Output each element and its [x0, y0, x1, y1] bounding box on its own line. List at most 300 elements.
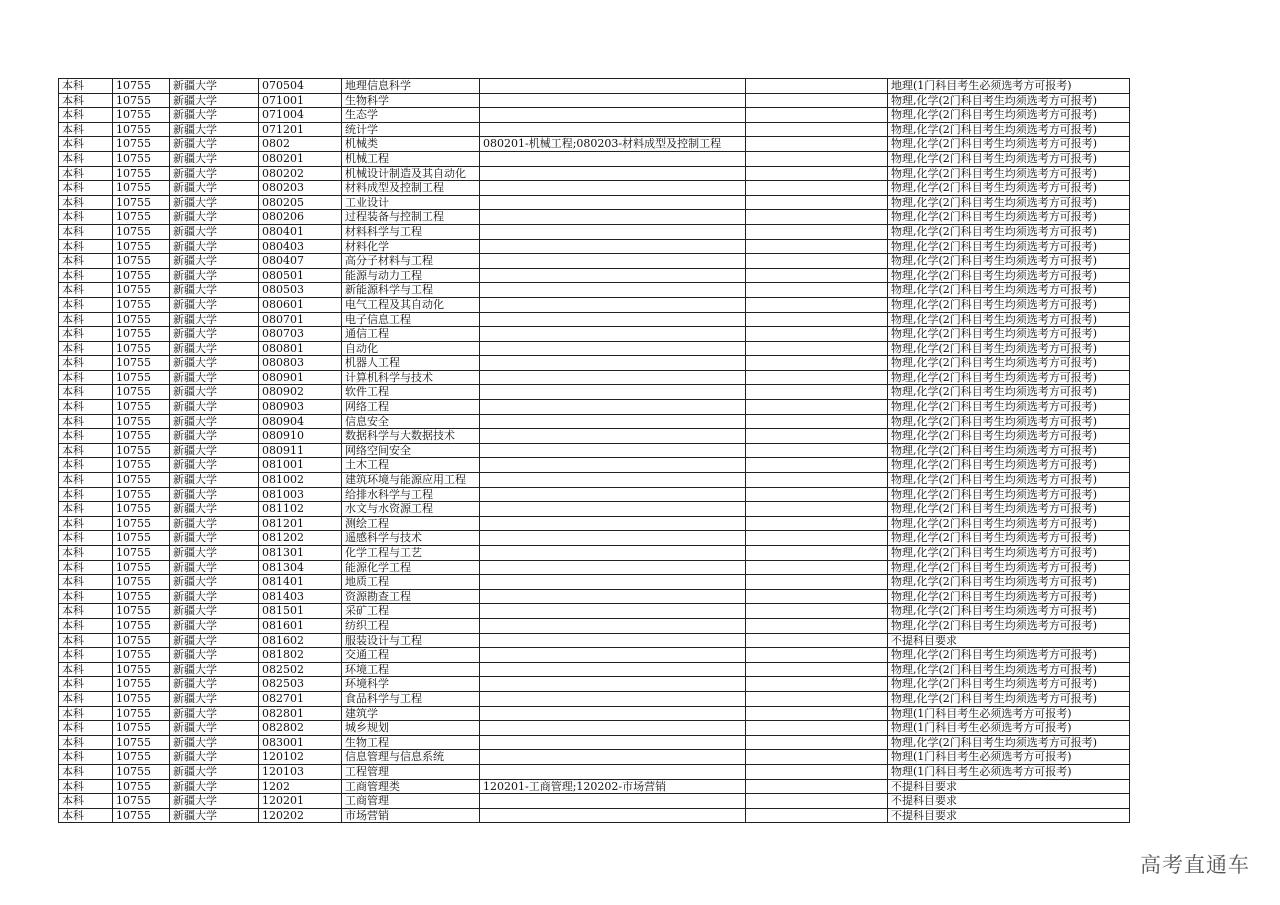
table-row	[59, 473, 1130, 488]
cell-major-code: 081102	[259, 502, 342, 517]
cell-included-majors	[480, 735, 746, 750]
cell-level: 本科	[59, 618, 113, 633]
cell-school-code: 10755	[113, 327, 170, 342]
cell-included-majors	[480, 633, 746, 648]
cell-major-code: 120102	[259, 750, 342, 765]
table-row	[59, 604, 1130, 619]
table-row	[59, 618, 1130, 633]
cell-school-code: 10755	[113, 356, 170, 371]
cell-school-code: 10755	[113, 297, 170, 312]
watermark-text: 高考直通车	[1140, 853, 1250, 877]
cell-major-name: 食品科学与工程	[342, 691, 480, 706]
cell-school-code: 10755	[113, 79, 170, 94]
cell-level: 本科	[59, 706, 113, 721]
cell-subject-requirement: 不提科目要求	[888, 808, 1130, 823]
cell-school-code: 10755	[113, 166, 170, 181]
cell-major-code: 1202	[259, 779, 342, 794]
cell-major-code: 070504	[259, 79, 342, 94]
cell-notes	[746, 691, 888, 706]
cell-major-code: 081002	[259, 473, 342, 488]
cell-subject-requirement: 物理,化学(2门科目考生均须选考方可报考)	[888, 327, 1130, 342]
cell-major-name: 能源与动力工程	[342, 268, 480, 283]
cell-included-majors	[480, 618, 746, 633]
cell-level: 本科	[59, 589, 113, 604]
cell-major-name: 材料成型及控制工程	[342, 181, 480, 196]
cell-school-code: 10755	[113, 385, 170, 400]
cell-major-code: 081401	[259, 575, 342, 590]
table-row	[59, 633, 1130, 648]
cell-major-name: 信息安全	[342, 414, 480, 429]
cell-included-majors	[480, 589, 746, 604]
cell-school-name: 新疆大学	[170, 224, 259, 239]
table-row	[59, 400, 1130, 415]
cell-major-code: 080501	[259, 268, 342, 283]
cell-included-majors	[480, 151, 746, 166]
cell-notes	[746, 341, 888, 356]
cell-major-name: 自动化	[342, 341, 480, 356]
table-row	[59, 516, 1130, 531]
cell-major-code: 120201	[259, 794, 342, 809]
cell-school-name: 新疆大学	[170, 327, 259, 342]
cell-subject-requirement: 物理,化学(2门科目考生均须选考方可报考)	[888, 268, 1130, 283]
cell-notes	[746, 443, 888, 458]
cell-major-name: 市场营销	[342, 808, 480, 823]
cell-school-name: 新疆大学	[170, 721, 259, 736]
cell-level: 本科	[59, 210, 113, 225]
cell-school-code: 10755	[113, 210, 170, 225]
cell-school-name: 新疆大学	[170, 429, 259, 444]
cell-subject-requirement: 物理,化学(2门科目考生均须选考方可报考)	[888, 108, 1130, 123]
cell-subject-requirement: 物理,化学(2门科目考生均须选考方可报考)	[888, 516, 1130, 531]
cell-notes	[746, 327, 888, 342]
cell-notes	[746, 400, 888, 415]
cell-subject-requirement: 物理(1门科目考生必须选考方可报考)	[888, 706, 1130, 721]
cell-notes	[746, 502, 888, 517]
table-row	[59, 385, 1130, 400]
cell-notes	[746, 706, 888, 721]
cell-notes	[746, 137, 888, 152]
table-row	[59, 648, 1130, 663]
cell-notes	[746, 764, 888, 779]
cell-school-code: 10755	[113, 195, 170, 210]
cell-notes	[746, 794, 888, 809]
cell-school-code: 10755	[113, 662, 170, 677]
cell-notes	[746, 560, 888, 575]
table-row	[59, 108, 1130, 123]
cell-school-name: 新疆大学	[170, 181, 259, 196]
table-row	[59, 560, 1130, 575]
cell-school-code: 10755	[113, 648, 170, 663]
cell-level: 本科	[59, 546, 113, 561]
cell-notes	[746, 429, 888, 444]
table-row	[59, 458, 1130, 473]
cell-school-code: 10755	[113, 429, 170, 444]
cell-notes	[746, 297, 888, 312]
cell-notes	[746, 750, 888, 765]
cell-notes	[746, 487, 888, 502]
table-row	[59, 429, 1130, 444]
cell-school-name: 新疆大学	[170, 195, 259, 210]
cell-level: 本科	[59, 575, 113, 590]
cell-subject-requirement: 物理,化学(2门科目考生均须选考方可报考)	[888, 662, 1130, 677]
cell-school-name: 新疆大学	[170, 385, 259, 400]
cell-major-name: 过程装备与控制工程	[342, 210, 480, 225]
cell-notes	[746, 516, 888, 531]
cell-major-code: 081304	[259, 560, 342, 575]
cell-subject-requirement: 物理,化学(2门科目考生均须选考方可报考)	[888, 443, 1130, 458]
cell-level: 本科	[59, 137, 113, 152]
cell-subject-requirement: 不提科目要求	[888, 633, 1130, 648]
cell-major-code: 081003	[259, 487, 342, 502]
table-row	[59, 312, 1130, 327]
cell-included-majors	[480, 677, 746, 692]
cell-included-majors	[480, 794, 746, 809]
cell-notes	[746, 93, 888, 108]
cell-school-name: 新疆大学	[170, 79, 259, 94]
cell-notes	[746, 604, 888, 619]
cell-major-name: 通信工程	[342, 327, 480, 342]
cell-major-code: 080904	[259, 414, 342, 429]
cell-subject-requirement: 物理,化学(2门科目考生均须选考方可报考)	[888, 239, 1130, 254]
cell-major-name: 纺织工程	[342, 618, 480, 633]
cell-level: 本科	[59, 181, 113, 196]
cell-major-code: 081301	[259, 546, 342, 561]
cell-level: 本科	[59, 473, 113, 488]
table-row	[59, 239, 1130, 254]
cell-notes	[746, 458, 888, 473]
cell-included-majors	[480, 268, 746, 283]
cell-major-code: 081403	[259, 589, 342, 604]
cell-subject-requirement: 物理,化学(2门科目考生均须选考方可报考)	[888, 589, 1130, 604]
cell-major-name: 地理信息科学	[342, 79, 480, 94]
cell-subject-requirement: 物理,化学(2门科目考生均须选考方可报考)	[888, 224, 1130, 239]
cell-major-code: 081202	[259, 531, 342, 546]
cell-subject-requirement: 物理,化学(2门科目考生均须选考方可报考)	[888, 560, 1130, 575]
cell-school-name: 新疆大学	[170, 370, 259, 385]
cell-level: 本科	[59, 808, 113, 823]
cell-included-majors	[480, 327, 746, 342]
cell-notes	[746, 735, 888, 750]
cell-school-code: 10755	[113, 458, 170, 473]
cell-included-majors	[480, 764, 746, 779]
cell-level: 本科	[59, 79, 113, 94]
cell-school-name: 新疆大学	[170, 400, 259, 415]
table-row	[59, 443, 1130, 458]
cell-included-majors	[480, 458, 746, 473]
cell-major-code: 080202	[259, 166, 342, 181]
cell-major-code: 080911	[259, 443, 342, 458]
cell-level: 本科	[59, 297, 113, 312]
cell-level: 本科	[59, 414, 113, 429]
cell-school-code: 10755	[113, 764, 170, 779]
cell-included-majors	[480, 691, 746, 706]
cell-major-name: 水文与水资源工程	[342, 502, 480, 517]
cell-school-name: 新疆大学	[170, 706, 259, 721]
cell-subject-requirement: 物理,化学(2门科目考生均须选考方可报考)	[888, 604, 1130, 619]
cell-school-name: 新疆大学	[170, 268, 259, 283]
cell-school-name: 新疆大学	[170, 516, 259, 531]
cell-school-name: 新疆大学	[170, 735, 259, 750]
cell-school-name: 新疆大学	[170, 779, 259, 794]
cell-included-majors	[480, 473, 746, 488]
cell-subject-requirement: 物理,化学(2门科目考生均须选考方可报考)	[888, 283, 1130, 298]
cell-subject-requirement: 物理,化学(2门科目考生均须选考方可报考)	[888, 618, 1130, 633]
table-row	[59, 662, 1130, 677]
cell-major-code: 080503	[259, 283, 342, 298]
cell-level: 本科	[59, 443, 113, 458]
cell-included-majors	[480, 560, 746, 575]
cell-level: 本科	[59, 327, 113, 342]
cell-subject-requirement: 物理(1门科目考生必须选考方可报考)	[888, 721, 1130, 736]
cell-level: 本科	[59, 312, 113, 327]
cell-level: 本科	[59, 268, 113, 283]
cell-school-code: 10755	[113, 706, 170, 721]
cell-school-name: 新疆大学	[170, 794, 259, 809]
cell-level: 本科	[59, 633, 113, 648]
cell-subject-requirement: 物理,化学(2门科目考生均须选考方可报考)	[888, 546, 1130, 561]
table-row	[59, 706, 1130, 721]
cell-major-code: 080201	[259, 151, 342, 166]
cell-subject-requirement: 不提科目要求	[888, 779, 1130, 794]
cell-level: 本科	[59, 648, 113, 663]
cell-subject-requirement: 物理,化学(2门科目考生均须选考方可报考)	[888, 254, 1130, 269]
cell-level: 本科	[59, 151, 113, 166]
cell-notes	[746, 356, 888, 371]
cell-major-name: 数据科学与大数据技术	[342, 429, 480, 444]
cell-major-code: 080703	[259, 327, 342, 342]
cell-school-name: 新疆大学	[170, 356, 259, 371]
cell-major-code: 082503	[259, 677, 342, 692]
cell-included-majors	[480, 297, 746, 312]
cell-level: 本科	[59, 750, 113, 765]
cell-school-code: 10755	[113, 794, 170, 809]
cell-school-name: 新疆大学	[170, 487, 259, 502]
cell-notes	[746, 779, 888, 794]
cell-included-majors	[480, 429, 746, 444]
table-body	[59, 79, 1130, 823]
cell-school-name: 新疆大学	[170, 575, 259, 590]
cell-major-code: 081802	[259, 648, 342, 663]
cell-school-code: 10755	[113, 750, 170, 765]
cell-major-name: 土木工程	[342, 458, 480, 473]
cell-level: 本科	[59, 166, 113, 181]
cell-school-name: 新疆大学	[170, 502, 259, 517]
cell-major-code: 082502	[259, 662, 342, 677]
cell-school-code: 10755	[113, 546, 170, 561]
cell-major-name: 机械设计制造及其自动化	[342, 166, 480, 181]
cell-subject-requirement: 物理,化学(2门科目考生均须选考方可报考)	[888, 458, 1130, 473]
table-row	[59, 79, 1130, 94]
table-row	[59, 122, 1130, 137]
cell-notes	[746, 195, 888, 210]
cell-major-name: 材料化学	[342, 239, 480, 254]
cell-included-majors	[480, 181, 746, 196]
cell-major-name: 计算机科学与技术	[342, 370, 480, 385]
cell-subject-requirement: 物理,化学(2门科目考生均须选考方可报考)	[888, 487, 1130, 502]
cell-school-name: 新疆大学	[170, 414, 259, 429]
cell-notes	[746, 254, 888, 269]
cell-notes	[746, 283, 888, 298]
table-row	[59, 224, 1130, 239]
cell-major-code: 081602	[259, 633, 342, 648]
cell-major-name: 化学工程与工艺	[342, 546, 480, 561]
cell-subject-requirement: 物理,化学(2门科目考生均须选考方可报考)	[888, 735, 1130, 750]
cell-level: 本科	[59, 531, 113, 546]
cell-included-majors	[480, 385, 746, 400]
cell-school-code: 10755	[113, 721, 170, 736]
cell-school-name: 新疆大学	[170, 808, 259, 823]
cell-major-name: 网络空间安全	[342, 443, 480, 458]
cell-school-name: 新疆大学	[170, 618, 259, 633]
cell-notes	[746, 224, 888, 239]
cell-included-majors	[480, 239, 746, 254]
cell-major-name: 机器人工程	[342, 356, 480, 371]
table-row	[59, 414, 1130, 429]
cell-subject-requirement: 物理,化学(2门科目考生均须选考方可报考)	[888, 429, 1130, 444]
cell-notes	[746, 662, 888, 677]
table-row	[59, 677, 1130, 692]
cell-major-name: 生态学	[342, 108, 480, 123]
cell-major-name: 生物科学	[342, 93, 480, 108]
cell-level: 本科	[59, 735, 113, 750]
cell-major-code: 080205	[259, 195, 342, 210]
cell-subject-requirement: 物理(1门科目考生必须选考方可报考)	[888, 764, 1130, 779]
cell-school-name: 新疆大学	[170, 662, 259, 677]
table-row	[59, 589, 1130, 604]
cell-notes	[746, 618, 888, 633]
cell-included-majors	[480, 531, 746, 546]
table-row	[59, 779, 1130, 794]
cell-included-majors	[480, 400, 746, 415]
cell-school-code: 10755	[113, 691, 170, 706]
cell-school-name: 新疆大学	[170, 633, 259, 648]
cell-notes	[746, 370, 888, 385]
cell-major-code: 071201	[259, 122, 342, 137]
cell-major-name: 工商管理	[342, 794, 480, 809]
cell-notes	[746, 721, 888, 736]
cell-included-majors	[480, 312, 746, 327]
cell-level: 本科	[59, 195, 113, 210]
cell-included-majors	[480, 356, 746, 371]
cell-major-name: 软件工程	[342, 385, 480, 400]
cell-school-name: 新疆大学	[170, 254, 259, 269]
cell-subject-requirement: 物理,化学(2门科目考生均须选考方可报考)	[888, 137, 1130, 152]
cell-included-majors	[480, 604, 746, 619]
cell-level: 本科	[59, 458, 113, 473]
table-row	[59, 166, 1130, 181]
cell-major-name: 网络工程	[342, 400, 480, 415]
cell-school-code: 10755	[113, 560, 170, 575]
cell-notes	[746, 546, 888, 561]
cell-subject-requirement: 物理,化学(2门科目考生均须选考方可报考)	[888, 473, 1130, 488]
cell-major-code: 081201	[259, 516, 342, 531]
cell-level: 本科	[59, 516, 113, 531]
cell-included-majors	[480, 750, 746, 765]
cell-major-name: 工商管理类	[342, 779, 480, 794]
cell-school-name: 新疆大学	[170, 312, 259, 327]
cell-major-code: 080401	[259, 224, 342, 239]
cell-included-majors	[480, 662, 746, 677]
cell-level: 本科	[59, 254, 113, 269]
table-row	[59, 735, 1130, 750]
cell-included-majors	[480, 370, 746, 385]
cell-major-code: 080403	[259, 239, 342, 254]
cell-subject-requirement: 物理,化学(2门科目考生均须选考方可报考)	[888, 648, 1130, 663]
cell-level: 本科	[59, 794, 113, 809]
cell-level: 本科	[59, 429, 113, 444]
cell-subject-requirement: 不提科目要求	[888, 794, 1130, 809]
cell-school-name: 新疆大学	[170, 283, 259, 298]
cell-school-name: 新疆大学	[170, 122, 259, 137]
cell-school-code: 10755	[113, 575, 170, 590]
cell-major-code: 080903	[259, 400, 342, 415]
cell-school-code: 10755	[113, 502, 170, 517]
cell-school-code: 10755	[113, 735, 170, 750]
cell-subject-requirement: 物理(1门科目考生必须选考方可报考)	[888, 750, 1130, 765]
cell-school-code: 10755	[113, 443, 170, 458]
cell-school-name: 新疆大学	[170, 210, 259, 225]
cell-included-majors	[480, 808, 746, 823]
cell-level: 本科	[59, 604, 113, 619]
cell-school-code: 10755	[113, 122, 170, 137]
cell-included-majors	[480, 443, 746, 458]
cell-notes	[746, 181, 888, 196]
cell-major-name: 环境科学	[342, 677, 480, 692]
cell-subject-requirement: 物理,化学(2门科目考生均须选考方可报考)	[888, 166, 1130, 181]
cell-major-name: 建筑环境与能源应用工程	[342, 473, 480, 488]
table-row	[59, 195, 1130, 210]
cell-school-code: 10755	[113, 531, 170, 546]
cell-school-code: 10755	[113, 312, 170, 327]
cell-level: 本科	[59, 662, 113, 677]
cell-school-name: 新疆大学	[170, 677, 259, 692]
enrollment-table	[58, 78, 1130, 823]
table-row	[59, 691, 1130, 706]
cell-major-name: 生物工程	[342, 735, 480, 750]
table-row	[59, 254, 1130, 269]
cell-major-name: 资源勘查工程	[342, 589, 480, 604]
cell-school-name: 新疆大学	[170, 691, 259, 706]
cell-school-name: 新疆大学	[170, 443, 259, 458]
cell-subject-requirement: 物理,化学(2门科目考生均须选考方可报考)	[888, 341, 1130, 356]
cell-included-majors: 120201-工商管理;120202-市场营销	[480, 779, 746, 794]
cell-school-code: 10755	[113, 487, 170, 502]
cell-level: 本科	[59, 356, 113, 371]
cell-included-majors	[480, 575, 746, 590]
table-row	[59, 181, 1130, 196]
cell-major-name: 测绘工程	[342, 516, 480, 531]
cell-notes	[746, 239, 888, 254]
cell-notes	[746, 122, 888, 137]
table-row	[59, 268, 1130, 283]
cell-subject-requirement: 物理,化学(2门科目考生均须选考方可报考)	[888, 93, 1130, 108]
cell-major-code: 082802	[259, 721, 342, 736]
cell-school-code: 10755	[113, 151, 170, 166]
cell-included-majors	[480, 706, 746, 721]
cell-major-name: 遥感科学与技术	[342, 531, 480, 546]
cell-subject-requirement: 物理,化学(2门科目考生均须选考方可报考)	[888, 151, 1130, 166]
cell-school-name: 新疆大学	[170, 239, 259, 254]
cell-major-code: 081501	[259, 604, 342, 619]
cell-major-code: 080601	[259, 297, 342, 312]
cell-level: 本科	[59, 283, 113, 298]
table-row	[59, 721, 1130, 736]
cell-subject-requirement: 物理,化学(2门科目考生均须选考方可报考)	[888, 210, 1130, 225]
cell-school-code: 10755	[113, 473, 170, 488]
cell-school-name: 新疆大学	[170, 341, 259, 356]
cell-level: 本科	[59, 224, 113, 239]
cell-included-majors	[480, 648, 746, 663]
